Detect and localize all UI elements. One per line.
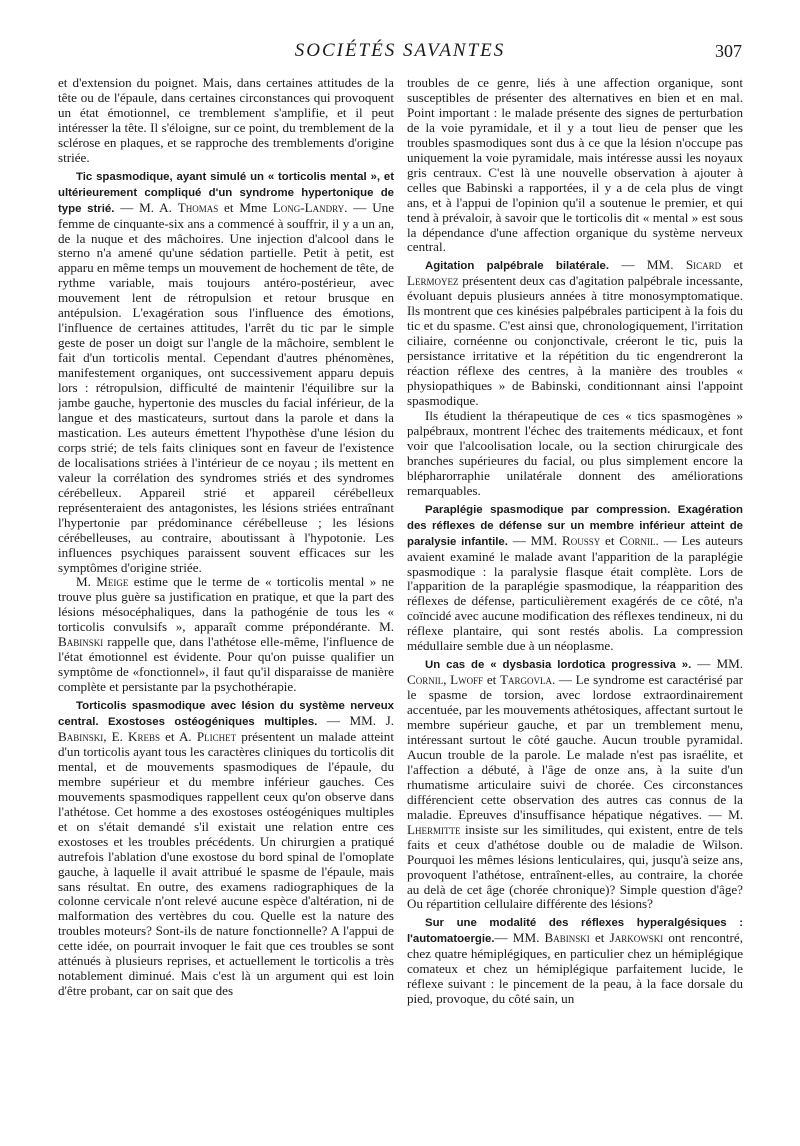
text-run: et xyxy=(721,257,743,273)
text-run: et d'extension du poignet. Mais, dans certaines attitudes de la tête ou de l'épaule, dans certaines circonstances qui provoquent un état émotionnel, ce tremblement s'amplifie, et il peut intéresser la tête. Il s'éloigne, sur ce point, du tremblement de la sclérose en plaques, et se rapproche des tremblements d'origine striée. xyxy=(58,76,394,165)
text-run: . — Les auteurs avaient examiné le malade avant l'apparition de la paraplégie spasmodique : la paralysie flasque était complète. Lors de l'apparition de la paraplégie spasmodique, la réapparition des réflexes de défense, particulièrement exagérés de ce côté, n'a coïncidé avec aucune modification des réflexes tendineux, ni du réflexe plantaire, qui sont restés abolis. La compression médullaire semble due à un néoplasme. xyxy=(407,532,743,654)
author-name: Roussy xyxy=(561,532,601,548)
page-header xyxy=(58,40,742,66)
text-run: et xyxy=(483,672,500,688)
section-paragraph xyxy=(407,502,743,655)
section-title: Paraplégie spasmodique par compression. Exagération des réflexes de défense sur un membre inférieur atteint de paralysie infantile. xyxy=(407,503,743,548)
author-name: Thomas xyxy=(177,199,219,215)
right-column xyxy=(407,76,743,1136)
section-title: Agitation palpébrale bilatérale. xyxy=(425,260,610,273)
text-run: — MM. xyxy=(494,930,545,946)
author-name: Sicard xyxy=(685,257,722,273)
text-run: et xyxy=(600,532,620,548)
body-paragraph xyxy=(407,409,743,499)
body-paragraph xyxy=(58,575,394,695)
text-run: ont rencontré, chez quatre hémiplégiques, en particulier chez un hémiplégique comateux et chez un hémiplégique parfaitement lucide, le réflexe suivant : le pincement de la peau, à la face dorsale du pied, provoque, du côté sain, un xyxy=(407,930,743,1007)
text-run: — MM. xyxy=(691,656,743,672)
section-title: Tic spasmodique, ayant simulé un « torticolis mental », et ultérieurement compliqué d'un syndrome hypertonique de type strié. xyxy=(58,170,394,215)
page-number: 307 xyxy=(715,41,742,61)
text-run: , xyxy=(443,672,451,688)
text-run: Ils étudient la thérapeutique de ces « tics spasmogènes » palpébraux, montrent l'échec des traitements médicaux, et font voir que l'alcoolisation locale, ou la section chirurgicale des branches supérieures du facial, ou plus simplement encore la blépharorraphie unilatérale donnent des améliorations remarquables. xyxy=(407,407,743,498)
author-name: Jarkowski xyxy=(609,930,664,946)
author-name: Plichet xyxy=(196,728,237,744)
author-name: Babinski xyxy=(58,728,104,744)
author-name: Lhermitte xyxy=(407,821,461,837)
section-paragraph xyxy=(407,258,743,409)
author-name: Long-Landry xyxy=(272,199,345,215)
author-name: Lermoyez xyxy=(407,273,459,289)
section-title: Un cas de « dysbasia lordotica progressiva ». xyxy=(425,659,692,672)
section-title: Sur une modalité des réflexes hyperalgésiques : l'automatoergie. xyxy=(407,917,743,946)
author-name: Meige xyxy=(96,574,129,590)
section-paragraph xyxy=(407,657,743,912)
text-run: estime que le terme de « torticolis mental » ne trouve plus guère sa justification en pratique, et que la part des lésions mésocéphaliques, dans la pathogénie de tous les « torticolis convulsifs », apparaît comme prépondérante. M. xyxy=(58,574,394,635)
text-run: — MM. xyxy=(507,532,562,548)
text-run: , E. xyxy=(103,728,129,744)
running-title: SOCIÉTÉS SAVANTES xyxy=(294,40,506,61)
author-name: Targovla xyxy=(499,672,552,688)
text-run: . — Le syndrome est caractérisé par le spasme de torsion, avec lordose extraordinairement accentuée, par les mouvements athétosiques, affectant surtout le membre supérieur gauche, et par un tremblement menu, intéressant surtout le côté gauche. Aucun trouble pyramidal. Aucun trouble de la parole. Le malade n'est pas israélite, et l'affection a débuté, à l'âge de onze ans, à la suite d'un rhumatisme articulaire suivi de chorée. Ces circonstances différencient cette observation des autres cas connus de la maladie. Epreuves d'insuffisance hépatique négatives. — M. xyxy=(407,672,743,822)
text-run: insiste sur les similitudes, qui existent, entre de tels faits et ceux d'athétose double ou de maladie de Wilson. Pourquoi les mêmes lésions lenticulaires, qui, jusqu'à seize ans, provoquent l'athétose, entraînent-elles, au contraire, la chorée au delà de cet âge (chorée chronique)? Simple question d'âge? Ou répartition cellulaire différente des lésions? xyxy=(407,821,743,912)
section-title: Torticolis spasmodique avec lésion du système nerveux central. Exostoses ostéogéniques multiples. xyxy=(58,700,394,729)
author-name: Krebs xyxy=(128,728,160,744)
text-run: M. xyxy=(76,574,97,590)
text-run: présentent deux cas d'agitation palpébrale incessante, évoluant depuis plusieurs années à titre monosymptomatique. Ils montrent que ces kinésies palpébrales participent à la fois du tic et du spasme. C'est ainsi que, chronologiquement, l'irritation ciliaire, cornéenne ou conjonctivale, créeront le tic, puis la persistance irritative et la répétition du tic engendreront la réaction réflexe des centres, à la manière des troubles « physiopathiques » de Babinski, conditionnant ainsi l'appoint spasmodique. xyxy=(407,273,743,409)
author-name: Cornil xyxy=(619,532,656,548)
text-run: — M. A. xyxy=(114,199,178,215)
text-run: et xyxy=(589,930,610,946)
body-paragraph xyxy=(58,76,394,166)
author-name: Lwoff xyxy=(450,672,484,688)
section-paragraph xyxy=(58,698,394,999)
author-name: Babinski xyxy=(544,930,590,946)
author-name: Cornil xyxy=(407,672,444,688)
section-paragraph xyxy=(58,169,394,576)
text-run: et A. xyxy=(160,728,197,744)
text-run: — MM. xyxy=(609,257,686,273)
author-name: Babinski xyxy=(58,634,104,650)
section-paragraph xyxy=(407,915,743,1007)
text-run: — MM. J. xyxy=(317,713,394,729)
body-paragraph xyxy=(407,76,743,255)
text-run: troubles de ce genre, liés à une affection organique, sont susceptibles de présenter des alternatives en bien et en mal. Point important : le malade présente des signes de perturbation de la voie pyramidale, et il y a tout lieu de penser que les troubles spasmodiques sont dus à ce que la lésion n'occupe pas uniquement la voie pyramidale, mais intéresse aussi les noyaux gris centraux. C'est là une nouvelle observation à ajouter à celles que Babinski a rapportées, il y a de cela plus de vingt ans, et à l'appui de l'opinion qu'il a soutenue le premier, et qui tend à prévaloir, à savoir que le torticolis dit « mental » est sous la dépendance d'une affection organique du système nerveux central. xyxy=(407,76,743,255)
left-column xyxy=(58,76,394,1136)
text-run: rappelle que, dans l'athétose elle-même, l'influence de l'état émotionnel est évidente. Pour qu'on puisse qualifier un symptôme de «fonctionnel», il faut qu'il disparaisse de manière complète et persistante par la psychothérapie. xyxy=(58,634,394,695)
text-run: . — Une femme de cinquante-six ans a commencé à souffrir, il y a un an, de la nuque et des mâchoires. Une injection d'alcool dans le sterno n'a amené qu'une sédation partielle. Petit à petit, est apparu en même temps un mouvement de hochement de tête, de rythme variable, mais toujours antéro-postérieur, avec mouvement lent de rétropulsion et retour brusque en antépulsion. L'exagération sous l'influence des émotions, l'influence de certaines attitudes, l'arrêt du tic par le simple geste de poser un doigt sur l'angle de la mâchoire, semblent le fait d'un torticolis mental. Cependant d'autres phénomènes, manifestement organiques, ont successivement apparu depuis lors : rétropulsion, difficulté de maintenir l'équilibre sur la jambe gauche, hypertonie des muscles du facial inférieur, de la langue et des masticateurs, surtout dans la parole et dans la mastication. Les auteurs émettent l'hypothèse d'une lésion du corps strié; de tels faits cliniques sont en faveur de l'existence de localisations striées à l'intérieur de ce noyau ; ils mettent en valeur la corrélation des syndromes striés et des syndromes cérébelleux. Appareil strié et appareil cérébelleux représenteraient des antagonistes, les lésions striées entraînant l'hypertonie par prédominance cérébelleuse ; les lésions cérébelleuses, au contraire, aboutissant à l'hypotonie. Les influences psychiques paraissent souvent efficaces sur les symptômes d'origine striée. xyxy=(58,199,394,575)
text-run: et Mme xyxy=(218,199,273,215)
text-run: présentent un malade atteint d'un torticolis ayant tous les caractères cliniques du torticolis dit mental, et de mouvements spasmodiques de l'épaule, du membre supérieur et du membre inférieur gauches. Ces mouvements spasmodiques rappellent ceux qu'on observe dans l'athétose. Cet homme a des exostoses ostéogéniques multiples et on s'était demandé s'il existait une relation entre ces exostoses et les troubles précédents. Un chirurgien a pratiqué autrefois l'ablation d'une exostose du bord spinal de l'omoplate gauche, à laquelle il avait attribué le spasme de l'épaule, mais sans résultat. En outre, des examens radiographiques de la colonne cervicale n'ont relevé aucune espèce d'altération, ni de malformation des vertèbres du cou. Quelle est la nature des troubles moteurs? Sont-ils de nature fonctionnelle? A l'appui de cette idée, on pourrait invoquer le fait que ces troubles se sont atténués à plusieurs reprises, et actuellement le torticolis a très notablement diminué. Mais c'est là un argument qui est loin d'être probant, car on sait que des xyxy=(58,728,394,999)
